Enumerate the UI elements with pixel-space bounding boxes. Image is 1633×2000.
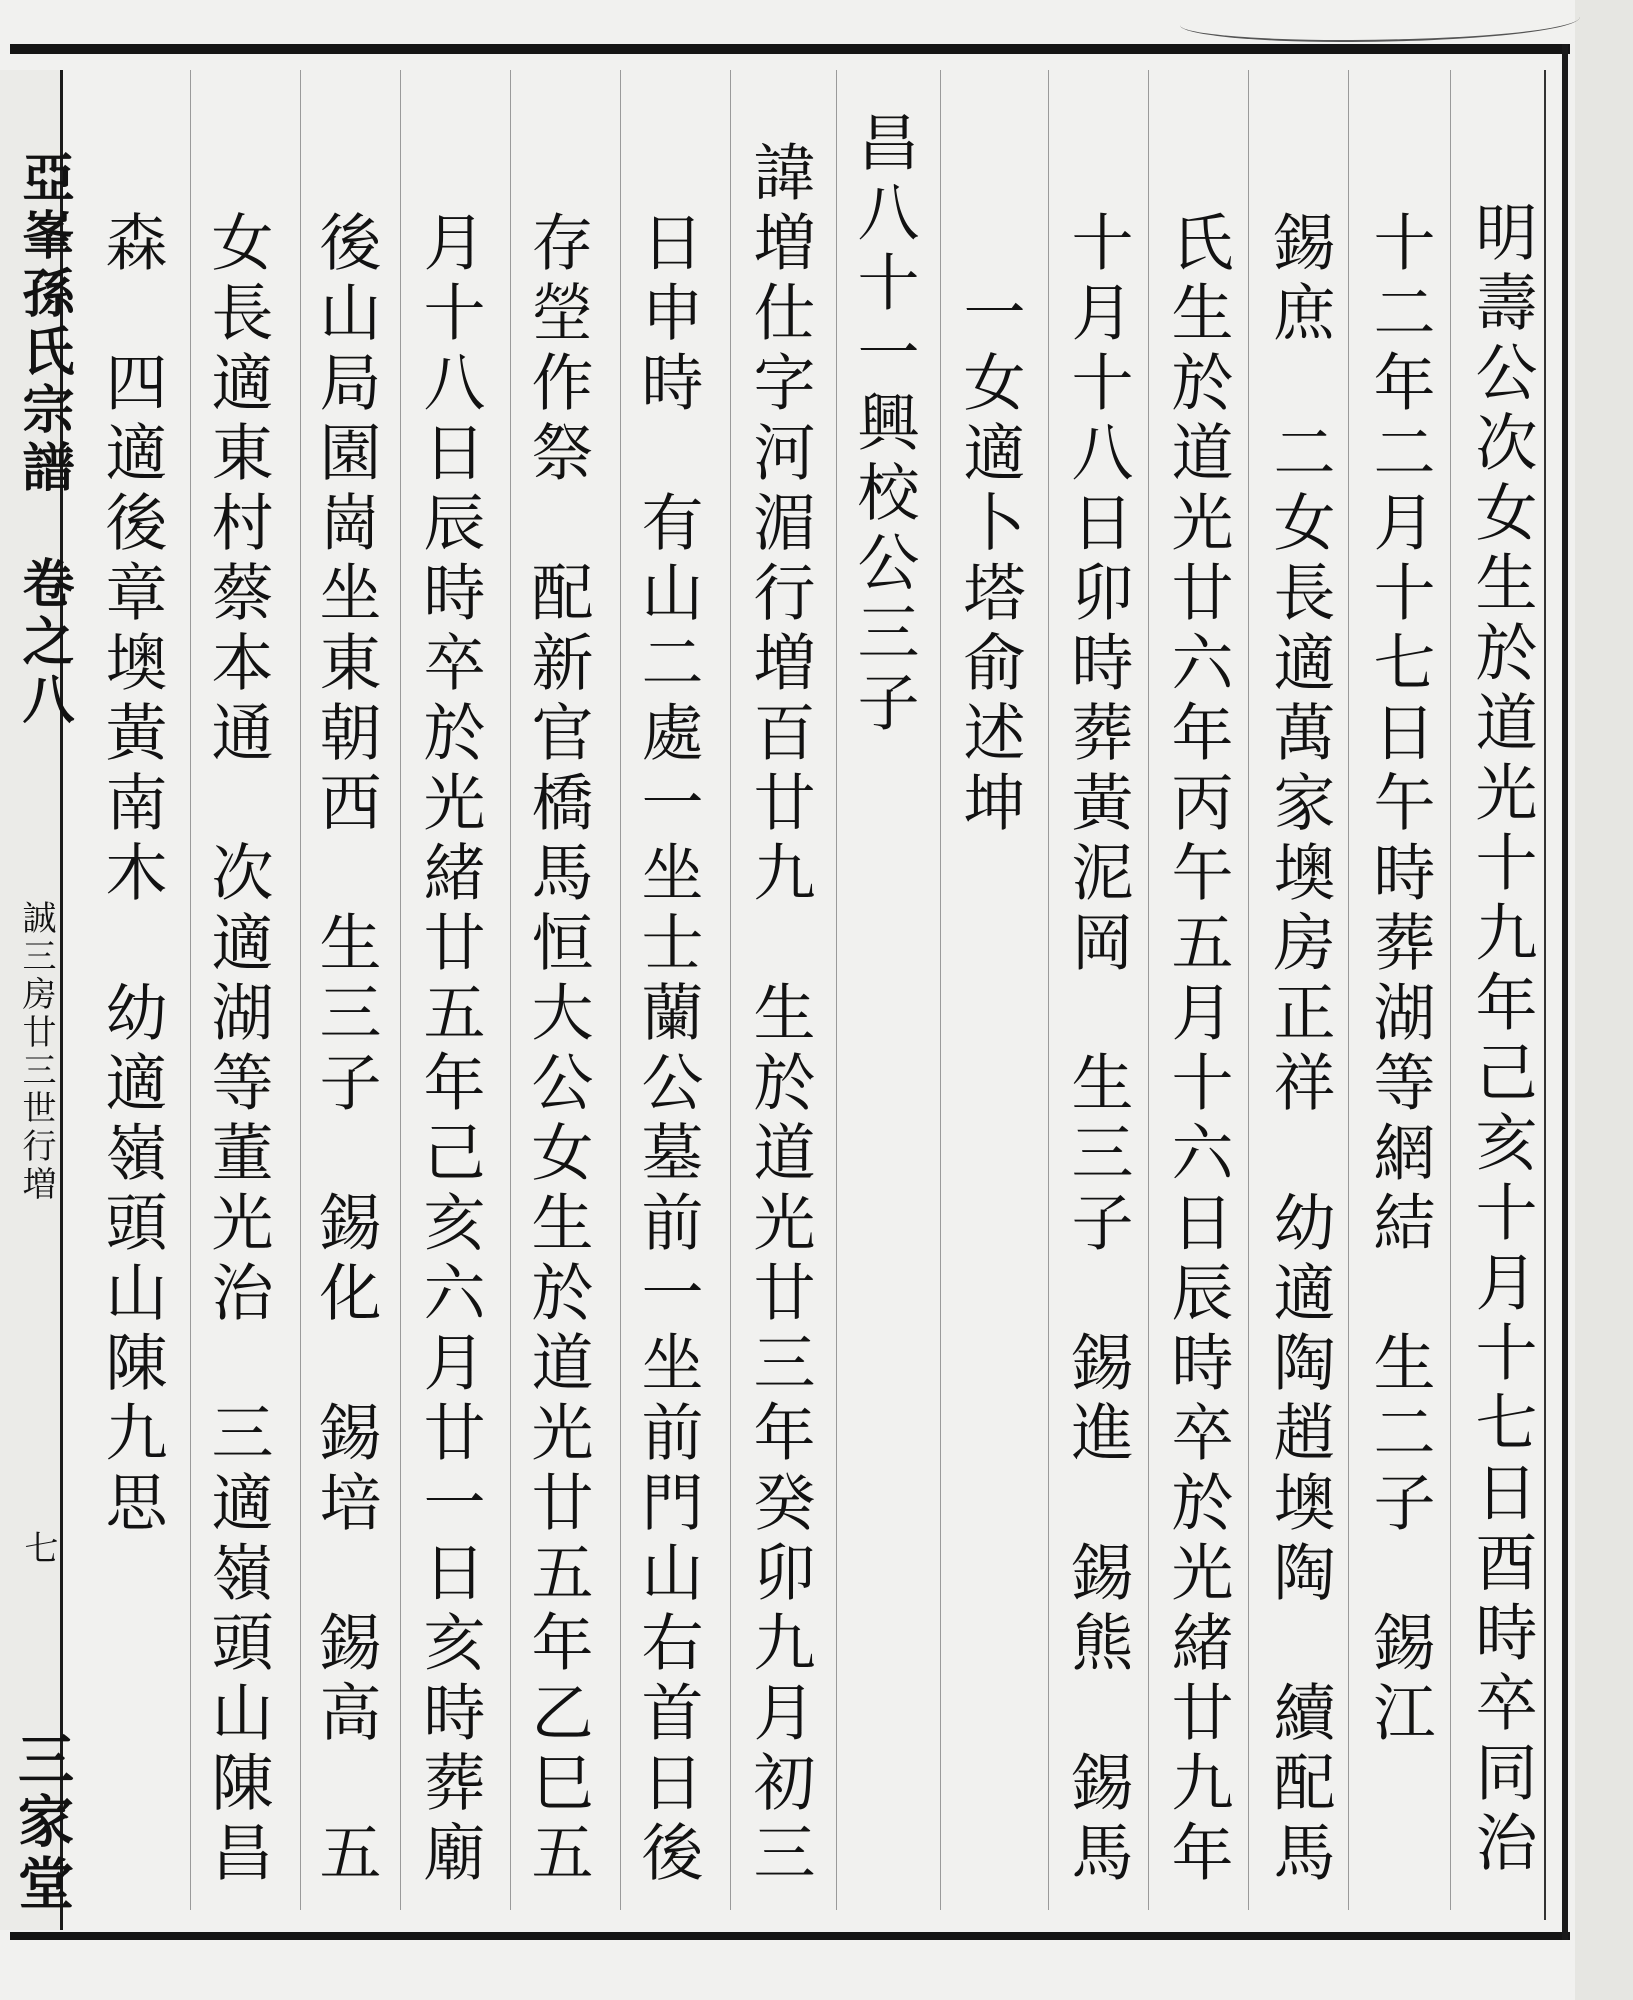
section-subtitle: 誠三房廿三世行増 <box>16 900 56 1204</box>
book-spine-margin <box>0 70 75 1930</box>
text-column-12: 後山局園崗坐東朝西 生三子 錫化 錫培 錫高 五 <box>309 210 382 1890</box>
text-column-10: 存塋作祭 配新官橋馬恒大公女生於道光廿五年乙巳五 <box>521 210 594 1890</box>
text-column-9: 日申時 有山二處一坐士蘭公墓前一坐前門山右首日後 <box>631 210 704 1890</box>
bottom-border-rule <box>10 1932 1570 1940</box>
text-column-4: 氏生於道光廿六年丙午五月十六日辰時卒於光緒廿九年 <box>1161 210 1234 1890</box>
page-edge-strip <box>1575 0 1633 2000</box>
top-border-rule <box>10 44 1570 54</box>
column-separator <box>300 70 301 1910</box>
right-border-rule <box>1562 44 1568 1940</box>
column-separator <box>730 70 731 1910</box>
column-separator <box>940 70 941 1910</box>
book-title: 亞峯孫氏宗譜 卷之八 <box>13 150 74 730</box>
text-column-7-heading: 昌八十一興校公三子 <box>847 110 920 740</box>
column-separator <box>836 70 837 1910</box>
text-column-2: 十二年二月十七日午時葬湖等網結 生二子 錫江 <box>1363 210 1436 1750</box>
text-column-14: 森 四適後章墺黃南木 幼適嶺頭山陳九思 <box>95 210 168 1540</box>
text-column-11: 月十八日辰時卒於光緒廿五年己亥六月廿一日亥時葬廟 <box>413 210 486 1890</box>
page-number: 七 <box>18 1530 58 1564</box>
column-separator <box>1048 70 1049 1910</box>
column-separator <box>510 70 511 1910</box>
column-separator <box>1450 70 1451 1910</box>
text-column-3: 錫庶 二女長適萬家墺房正祥 幼適陶趙墺陶 續配馬 <box>1263 210 1336 1890</box>
hall-name: 三家堂 <box>9 1730 75 1916</box>
right-inner-rule <box>1544 70 1546 1920</box>
text-column-6: 一女適卜塔俞述坤 <box>953 280 1026 840</box>
column-separator <box>620 70 621 1910</box>
paper-fold-line <box>1180 0 1580 42</box>
column-separator <box>400 70 401 1910</box>
text-column-5: 十月十八日卯時葬黃泥岡 生三子 錫進 錫熊 錫馬 <box>1061 210 1134 1890</box>
column-separator <box>1348 70 1349 1910</box>
column-separator <box>1248 70 1249 1910</box>
column-separator <box>190 70 191 1910</box>
text-column-8: 諱増仕字河湄行増百廿九 生於道光廿三年癸卯九月初三 <box>743 140 816 1890</box>
column-separator <box>1148 70 1149 1910</box>
text-column-1: 明壽公次女生於道光十九年己亥十月十七日酉時卒同治 <box>1465 200 1538 1880</box>
text-column-13: 女長適東村蔡本通 次適湖等董光治 三適嶺頭山陳昌 <box>201 210 274 1890</box>
